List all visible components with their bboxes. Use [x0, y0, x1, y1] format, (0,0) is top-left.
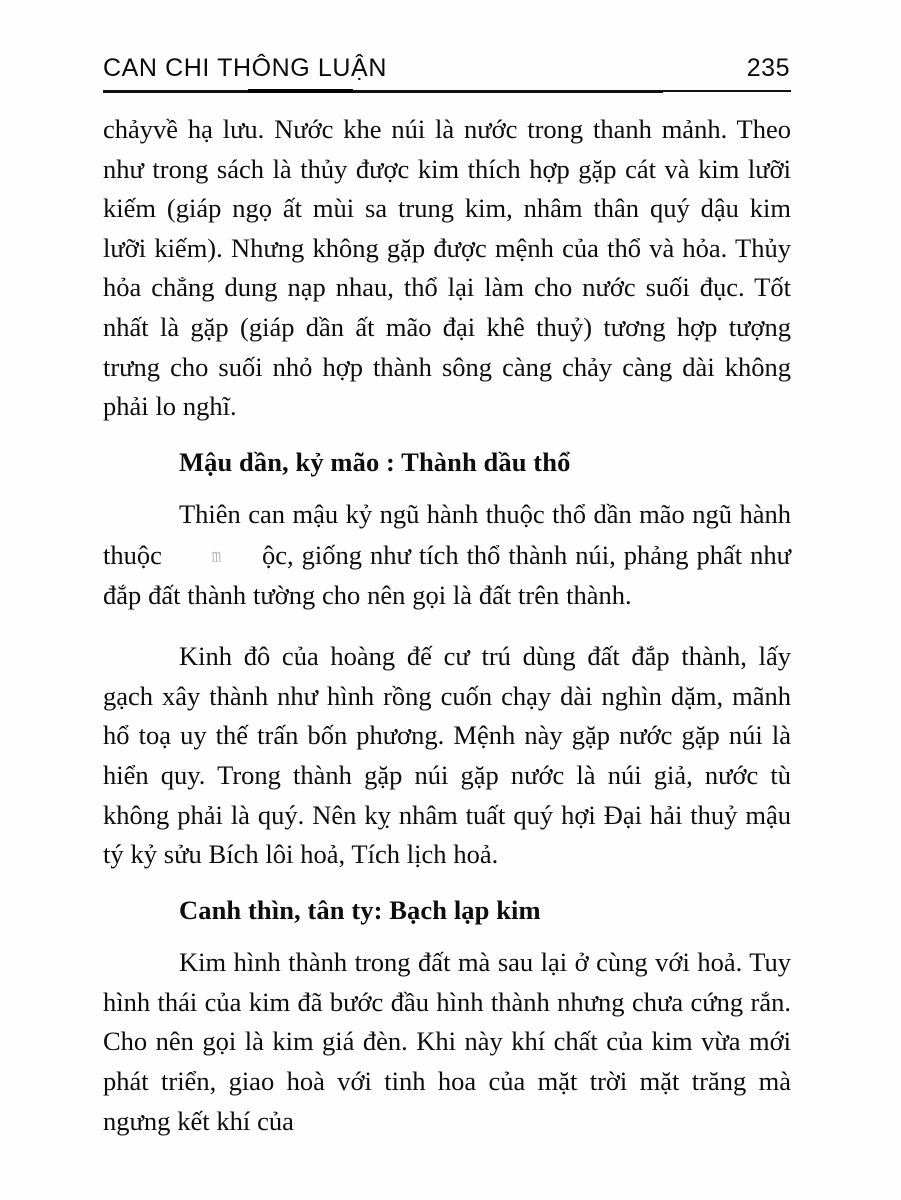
spacer	[103, 875, 791, 891]
header-rule-divider	[103, 90, 791, 93]
section-heading-canh-thin-tan-ty: Canh thìn, tân ty: Bạch lạp kim	[179, 894, 541, 925]
paragraph-continued: chảyvề hạ lưu. Nước khe núi là nước trong thanh mảnh. Theo như trong sách là thủy được kim thích hợp gặp cát và kim lưỡi kiếm (giáp ngọ ất mùi sa trung kim, nhâm thân quý dậu kim lưỡi kiếm). Nhưng không gặp được mệnh của thổ và hỏa. Thủy hỏa chẳng dung nạp nhau, thổ lại làm cho nước suối đục. Tốt nhất là gặp (giáp dần ất mão đại khê thuỷ) tương hợp tượng trưng cho suối nhỏ hợp thành sông càng chảy càng dài không phải lo nghĩ.	[103, 114, 791, 422]
paragraph-text-tail: ộc, giống như tích thổ thành núi, phảng phất như đắp đất thành tường cho nên gọi là đất trên thành.	[103, 539, 792, 610]
spacer	[103, 930, 791, 943]
paragraph-text-lead: Thiên can mậu kỷ ngũ hành thuộc thổ dần mão ngũ hành thuộc	[103, 499, 791, 570]
spacer	[103, 615, 791, 637]
spacer	[103, 482, 791, 495]
faded-scan-glyph: m	[211, 541, 219, 567]
paragraph-mau-dan-body	[103, 495, 791, 615]
page-body-column	[103, 110, 791, 1141]
header-book-title: CAN CHI THÔNG LUẬN	[103, 54, 387, 82]
running-header	[103, 56, 790, 81]
section-heading-mau-dan-ky-mao: Mậu dần, kỷ mão : Thành dầu thổ	[179, 446, 571, 477]
page-number: 235	[746, 54, 790, 82]
paragraph-kinh-do: Kinh đô của hoàng đế cư trú dùng đất đắp thành, lấy gạch xây thành như hình rồng cuốn chạy dài nghìn dặm, mãnh hổ toạ uy thế trấn bốn phương. Mệnh này gặp nước gặp núi là hiển quy. Trong thành gặp núi gặp nước là núi giả, nước tù không phải là quý. Nên kỵ nhâm tuất quý hợi Đại hải thuỷ mậu tý kỷ sửu Bích lôi hoả, Tích lịch hoả.	[103, 641, 791, 870]
paragraph-canh-thin-body: Kim hình thành trong đất mà sau lại ở cùng với hoả. Tuy hình thái của kim đã bước đầu hình thành nhưng chưa cứng rắn. Cho nên gọi là kim giá đèn. Khi này khí chất của kim vừa mới phát triển, giao hoà với tinh hoa của mặt trời mặt trăng mà ngưng kết khí của	[103, 947, 791, 1136]
spacer	[103, 427, 791, 443]
